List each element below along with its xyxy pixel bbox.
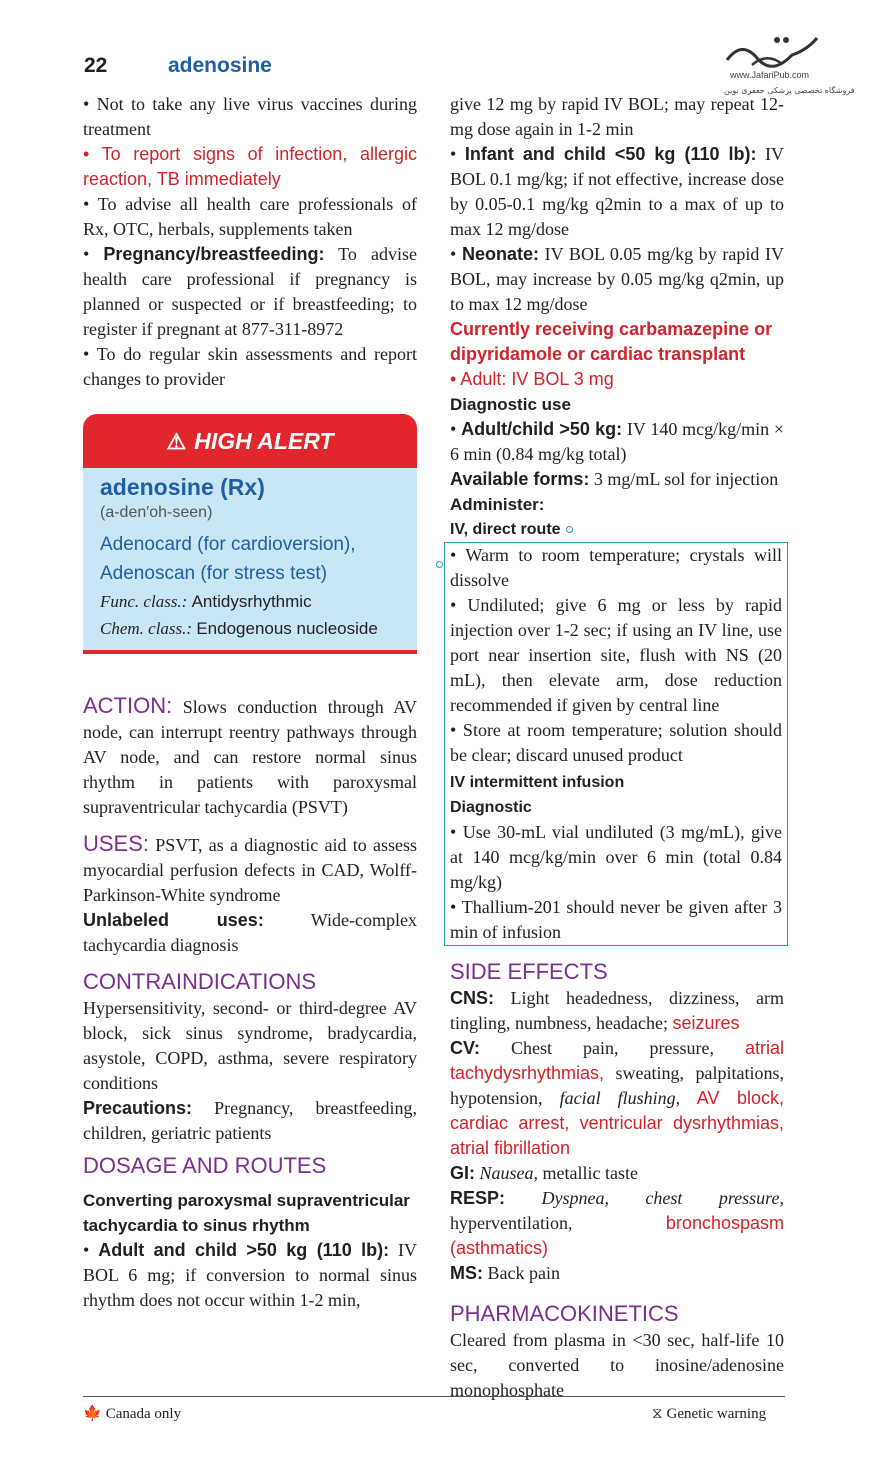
side-effect-gi [450, 1161, 784, 1186]
footer-genetic-label: Genetic warning [666, 1406, 767, 1422]
resp-red-text: bronchospasm (asthmatics) [450, 1213, 784, 1258]
resp-label: RESP: [450, 1188, 506, 1208]
action-text: Slows conduction through AV node, can interrupt reentry pathways through AV node, and can restore normal sinus rhythm in patients with paroxysmal supraventricular tachycardia (PSVT) [83, 697, 417, 817]
cv-italic-text: facial flushing, [559, 1088, 681, 1108]
bullet-pregnancy: • Pregnancy/breastfeeding: To advise health care professional if pregnancy is planned or suspected or if breastfeeding; to register if pregnant at 877-311-8972 [83, 244, 417, 339]
precautions-text: Pregnancy, breastfeeding, children, geriatric patients [83, 1098, 417, 1143]
side-effect-ms [450, 1261, 784, 1286]
precautions [83, 1096, 417, 1146]
footer-genetic [652, 1404, 766, 1423]
dna-icon: ⧖ [652, 1404, 663, 1422]
infant-dose-text: IV BOL 0.1 mg/kg; if not effective, increase dose by 0.05-0.1 mg/kg q2min to a max of up to max 12 mg/dose [450, 144, 784, 239]
infant-dose: • Infant and child <50 kg (110 lb): IV BOL 0.1 mg/kg; if not effective, increase dose by 0.05-0.1 mg/kg q2min to a max of up to max 12 mg/dose [450, 144, 784, 239]
carbamazepine-adult-dose: • Adult: IV BOL 3 mg [450, 369, 614, 389]
iv-intermittent-heading: IV intermittent infusion [450, 774, 625, 791]
uses-heading: USES: [83, 831, 150, 856]
brand-name-2: Adenoscan (for stress test) [100, 563, 328, 584]
infusion-step-2: • Thallium-201 should never be given after 3 min of infusion [450, 897, 782, 942]
administration-box [444, 542, 788, 946]
watermark-persian: فروشگاه تخصصی پزشکی جعفری نوین [724, 86, 855, 95]
side-effect-resp [450, 1186, 784, 1261]
page-title: adenosine [168, 54, 272, 77]
pharmacokinetics-text: Cleared from plasma in <30 sec, half-life 10 sec, converted to inosine/adenosine monophosphate [450, 1330, 784, 1400]
bullet-advise: • To advise all health care professionals of Rx, OTC, herbals, supplements taken [83, 194, 417, 239]
footer-canada [83, 1404, 181, 1423]
brand-name-1: Adenocard (for cardioversion), [100, 534, 356, 555]
high-alert-box [83, 414, 417, 654]
bullet-vaccines: • Not to take any live virus vaccines during treatment [83, 94, 417, 139]
gi-italic-text: Nausea, [475, 1163, 538, 1183]
high-alert-banner [83, 414, 417, 468]
adult-dose-label: Adult and child >50 kg (110 lb): [98, 1240, 390, 1260]
bullet-infection: • To report signs of infection, allergic reaction, TB immediately [83, 144, 417, 189]
chem-class-value: Endogenous nucleoside [196, 619, 378, 638]
right-column [450, 92, 784, 1403]
unlabeled-label: Unlabeled uses: [83, 910, 264, 930]
footer-divider [83, 1396, 785, 1397]
neonate-dose: • Neonate: IV BOL 0.05 mg/kg by rapid IV BOL, may increase by 0.05 mg/kg q2min, up to max 12 mg/dose [450, 244, 784, 314]
iv-direct-heading [450, 517, 784, 542]
cns-text: Light headedness, dizziness, arm tingling, numbness, headache; [450, 988, 784, 1033]
diagnostic-adult-dose: • Adult/child >50 kg: IV 140 mcg/kg/min × 6 min (0.84 mg/kg total) [450, 419, 784, 464]
neonate-dose-text: IV BOL 0.05 mg/kg by rapid IV BOL, may increase by 0.05 mg/kg q2min, up to max 12 mg/dose [450, 244, 784, 314]
diagnostic-adult-label: Adult/child >50 kg: [461, 419, 623, 439]
uses-section [83, 830, 417, 908]
unlabeled-uses [83, 908, 417, 958]
iv-direct-label: IV, direct route [450, 521, 561, 538]
side-effects-heading: SIDE EFFECTS [450, 959, 608, 984]
resp-text: hyperventilation, [450, 1213, 666, 1233]
func-class-value: Antidysrhythmic [191, 592, 312, 611]
callout-dot-icon [566, 526, 573, 533]
gi-text: metallic taste [538, 1163, 638, 1183]
cns-label: CNS: [450, 988, 494, 1008]
page-number: 22 [84, 54, 108, 77]
adult-dose-text: IV BOL 6 mg; if conversion to normal sinus rhythm does not occur within 1-2 min, [83, 1240, 417, 1310]
uses-text: PSVT, as a diagnostic aid to assess myocardial perfusion defects in CAD, Wolff-Parkinson-White syndrome [83, 835, 417, 905]
chem-class-label: Chem. class.: [100, 619, 193, 638]
side-effect-cns [450, 986, 784, 1036]
pregnancy-label: Pregnancy/breastfeeding: [103, 244, 325, 264]
administer-heading: Administer: [450, 495, 545, 514]
cv-red-text-1: atrial tachydysrhythmias, [450, 1038, 784, 1083]
direct-step-2: • Undiluted; give 6 mg or less by rapid injection over 1-2 sec; if using an IV line, use port near insertion site, flush with NS (20 mL), then elevate arm, dose reduction recommended if given by central line [450, 595, 782, 715]
dosage-heading: DOSAGE AND ROUTES [83, 1153, 327, 1178]
side-effect-cv [450, 1036, 784, 1161]
diagnostic-use-heading: Diagnostic use [450, 395, 571, 414]
ms-label: MS: [450, 1263, 483, 1283]
direct-step-1: • Warm to room temperature; crystals will dissolve [450, 545, 782, 590]
cns-red-text: seizures [672, 1013, 740, 1033]
adult-dose: • Adult and child >50 kg (110 lb): IV BOL 6 mg; if conversion to normal sinus rhythm does not occur within 1-2 min, [83, 1240, 417, 1310]
pharmacokinetics-heading: PHARMACOKINETICS [450, 1301, 679, 1326]
direct-step-3: • Store at room temperature; solution should be clear; discard unused product [450, 720, 782, 765]
diagnostic-adult-text: IV 140 mcg/kg/min × 6 min (0.84 mg/kg total) [450, 419, 784, 464]
bullet-skin: • To do regular skin assessments and report changes to provider [83, 344, 417, 389]
neonate-dose-label: Neonate: [461, 244, 539, 264]
drug-info-panel [83, 468, 417, 654]
callout-anchor-icon [436, 561, 443, 568]
func-class [100, 588, 417, 615]
action-section [83, 692, 417, 820]
cv-text-1: Chest pain, pressure, [480, 1038, 745, 1058]
publisher-logo-icon [722, 30, 822, 70]
unlabeled-text: Wide-complex tachycardia diagnosis [83, 910, 417, 955]
pregnancy-text: To advise health care professional if pregnancy is planned or suspected or if breastfeeding; to register if pregnant at 877-311-8972 [83, 244, 417, 339]
carbamazepine-heading: Currently receiving carbamazepine or dipyridamole or cardiac transplant [450, 319, 773, 364]
contraindications-heading: CONTRAINDICATIONS [83, 969, 317, 994]
action-heading: ACTION: [83, 693, 173, 718]
resp-italic-text: Dyspnea, chest pressure, [505, 1188, 784, 1208]
chem-class [100, 615, 417, 642]
contraindications-text: Hypersensitivity, second- or third-degree AV block, sick sinus syndrome, bradycardia, asystole, COPD, asthma, severe respiratory conditions [83, 998, 417, 1093]
maple-leaf-icon: 🍁 [83, 1404, 102, 1422]
ms-text: Back pain [483, 1263, 560, 1283]
cv-label: CV: [450, 1038, 481, 1058]
cv-red-text-2: AV block, cardiac arrest, ventricular dysrhythmias, atrial fibrillation [450, 1088, 785, 1158]
watermark-url: www.JafariPub.com [730, 70, 810, 80]
diagnostic-heading: Diagnostic [450, 799, 532, 816]
cv-text-2: sweating, palpitations, hypotension, [450, 1063, 784, 1108]
footer-canada-label: Canada only [105, 1406, 182, 1422]
infant-dose-label: Infant and child <50 kg (110 lb): [464, 144, 757, 164]
pronunciation: (a-den′oh-seen) [100, 504, 213, 521]
left-column [83, 92, 417, 1313]
available-forms-text: 3 mg/mL sol for injection [589, 469, 779, 489]
gi-label: GI: [450, 1163, 475, 1183]
available-forms [450, 467, 784, 492]
warning-icon: ⚠ [166, 428, 187, 454]
high-alert-label: HIGH ALERT [194, 427, 334, 454]
dosage-subheading: Converting paroxysmal supraventricular tachycardia to sinus rhythm [83, 1191, 410, 1235]
available-forms-label: Available forms: [450, 469, 590, 489]
func-class-label: Func. class.: [100, 592, 188, 611]
infusion-step-1: • Use 30-mL vial undiluted (3 mg/mL), give at 140 mcg/kg/min over 6 min (total 0.84 mg/kg) [450, 822, 782, 892]
drug-name: adenosine (Rx) [100, 474, 265, 500]
adult-dose-continued: give 12 mg by rapid IV BOL; may repeat 12-mg dose again in 1-2 min [450, 94, 784, 139]
precautions-label: Precautions: [83, 1098, 193, 1118]
